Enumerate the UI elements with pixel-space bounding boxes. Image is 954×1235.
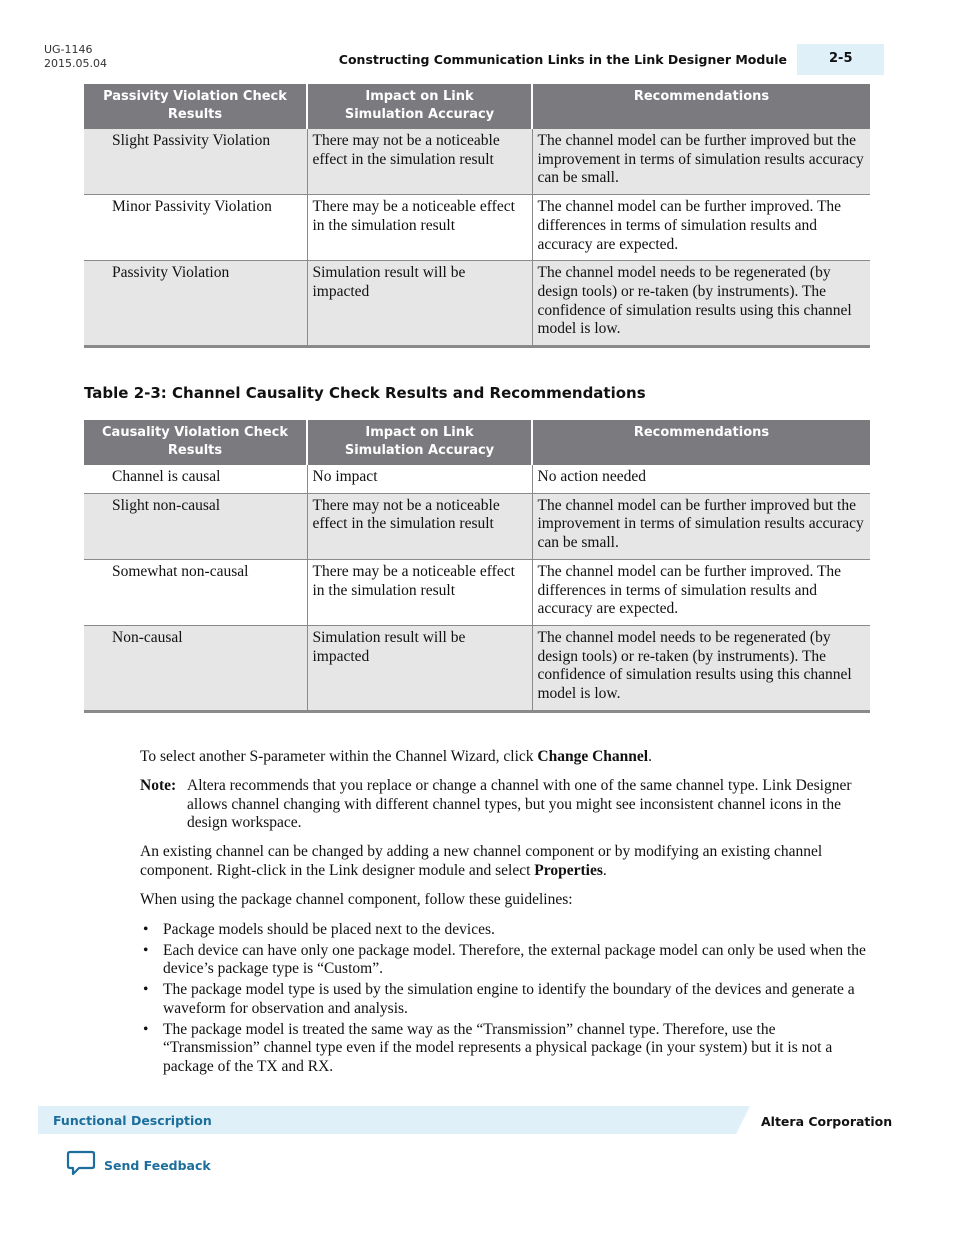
page-number: 2-5 [829, 51, 853, 66]
paragraph-text: To select another S-parameter within the Channel Wizard, click [140, 748, 538, 765]
table-caption: Table 2-3: Channel Causality Check Results and Recommendations [84, 384, 646, 402]
list-item-text: The package model type is used by the simulation engine to identify the boundary of the devices and generate a waveform for observation and analysis. [163, 981, 855, 1017]
table-cell: Simulation result will be impacted [307, 261, 532, 347]
table-row [84, 559, 870, 625]
table-cell: Somewhat non-causal [84, 559, 307, 625]
footer-section-link[interactable]: Functional Description [53, 1113, 212, 1128]
table-row [84, 493, 870, 559]
table-row [84, 129, 870, 195]
list-item: • The package model is treated the same way as the “Transmission” channel type. Therefore, use the “Transmission” channel type even if the model represents a physical package (in your system) but it is not a package of the TX and RX. [143, 1020, 833, 1075]
column-header: Impact on Link Simulation Accuracy [307, 420, 532, 465]
table-cell: There may be a noticeable effect in the simulation result [307, 559, 532, 625]
column-header: Recommendations [532, 84, 870, 129]
list-item-text: The package model is treated the same way as the “Transmission” channel type. Therefore, use the “Transmission” channel type even if the model represents a physical package (in your system) but it is not a package of the TX and RX. [163, 1020, 833, 1075]
guidelines-intro [140, 891, 870, 910]
table-cell: The channel model can be further improved but the improvement in terms of simulation results accuracy can be small. [532, 129, 870, 195]
column-header: Recommendations [532, 420, 870, 465]
table-cell: Non-causal [84, 625, 307, 711]
send-feedback-label: Send Feedback [104, 1157, 211, 1173]
table-cell: The channel model can be further improved but the improvement in terms of simulation results accuracy can be small. [532, 493, 870, 559]
table-cell: Slight non-causal [84, 493, 307, 559]
note-text: Altera recommends that you replace or change a channel with one of the same channel type. Link Designer allows channel changing with different channel types, but you might see inconsistent channel icons in the design workspace. [187, 777, 852, 832]
column-header: Causality Violation Check Results [84, 420, 307, 465]
page-number-tab [797, 44, 884, 75]
table-cell: The channel model can be further improved. The differences in terms of simulation results and accuracy are expected. [532, 559, 870, 625]
list-item-text: Package models should be placed next to the devices. [163, 921, 495, 938]
table-cell: Channel is causal [84, 465, 307, 493]
table-cell: Passivity Violation [84, 261, 307, 347]
document-id [44, 43, 107, 71]
table-row [84, 261, 870, 347]
table-header-row [84, 84, 870, 129]
passivity-results-table [84, 84, 870, 348]
table-cell: The channel model needs to be regenerated (by design tools) or re-taken (by instruments). The confidence of simulation results using this channel model is low. [532, 261, 870, 347]
table-cell: There may not be a noticeable effect in the simulation result [307, 129, 532, 195]
list-item: • The package model type is used by the simulation engine to identify the boundary of the devices and generate a waveform for observation and analysis. [143, 981, 855, 1017]
table-row [84, 195, 870, 261]
ui-term-change-channel: Change Channel [537, 748, 649, 765]
column-header: Impact on Link Simulation Accuracy [307, 84, 532, 129]
instruction-paragraph [140, 748, 870, 767]
table-row [84, 465, 870, 493]
footer-company: Altera Corporation [761, 1114, 893, 1129]
paragraph-text: When using the package channel component, follow these guidelines: [140, 891, 573, 908]
speech-bubble-icon [66, 1150, 96, 1180]
table-cell: No action needed [532, 465, 870, 493]
table-cell: Minor Passivity Violation [84, 195, 307, 261]
list-item: • Each device can have only one package model. Therefore, the external package model can only be used when the device’s package type is “Custom”. [143, 941, 866, 978]
doc-date: 2015.05.04 [44, 57, 107, 70]
send-feedback-link[interactable] [66, 1150, 211, 1180]
list-item-text: Each device can have only one package model. Therefore, the external package model can only be used when the device’s package type is “Custom”. [163, 941, 866, 978]
table-cell: The channel model can be further improved. The differences in terms of simulation results and accuracy are expected. [532, 195, 870, 261]
list-item: • Package models should be placed next to the devices. [143, 921, 495, 938]
column-header: Passivity Violation Check Results [84, 84, 307, 129]
chapter-title: Constructing Communication Links in the Link Designer Module [338, 52, 787, 67]
table-row [84, 625, 870, 711]
note-label: Note: [140, 777, 177, 794]
punctuation: . [648, 748, 652, 765]
guidelines-list [140, 921, 870, 1079]
doc-number: UG-1146 [44, 43, 93, 56]
table-cell: Slight Passivity Violation [84, 129, 307, 195]
punctuation: . [602, 861, 607, 879]
channel-change-paragraph [140, 843, 870, 880]
table-cell: Simulation result will be impacted [307, 625, 532, 711]
ui-term-properties: Properties [534, 861, 603, 879]
table-cell: No impact [307, 465, 532, 493]
paragraph-text: An existing channel can be changed by adding a new channel component or by modifying an existing channel component. Right-click in the Link designer module and select [140, 843, 823, 879]
causality-results-table [84, 420, 870, 713]
table-cell: The channel model needs to be regenerated (by design tools) or re-taken (by instruments). The confidence of simulation results using this channel model is low. [532, 625, 870, 711]
table-header-row [84, 420, 870, 465]
table-cell: There may not be a noticeable effect in the simulation result [307, 493, 532, 559]
table-cell: There may be a noticeable effect in the simulation result [307, 195, 532, 261]
note-block [140, 777, 870, 833]
